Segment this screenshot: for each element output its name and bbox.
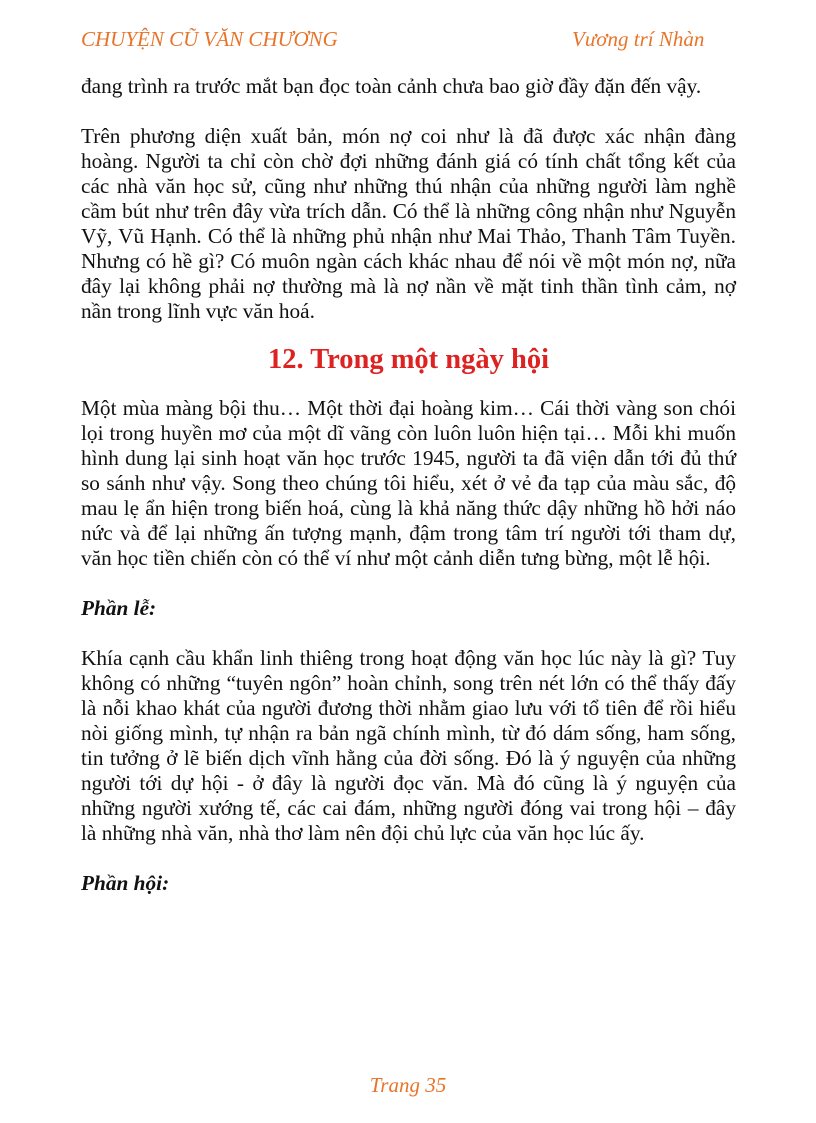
paragraph-spacer — [81, 571, 736, 596]
paragraph-festival-intro: Một mùa màng bội thu… Một thời đại hoàng kim… Cái thời vàng son chói lọi trong huyền mơ của một dĩ vãng còn luôn luôn hiện tại… Mỗi khi muốn hình dung lại sinh hoạt văn học trước 1945, người ta đã viện dẫn tới đủ thứ so sánh như vậy. Song theo chúng tôi hiểu, xét ở vẻ đa tạp của màu sắc, độ mau lẹ ẩn hiện trong biến hoá, cùng là khả năng thức dậy những hồ hởi náo nức và để lại những ấn tượng mạnh, đậm trong tâm trí người tới tham dự, văn học tiền chiến còn có thể ví như một cảnh diễn tưng bừng, một lễ hội. — [81, 396, 736, 570]
header-book-title: CHUYỆN CŨ VĂN CHƯƠNG — [81, 27, 338, 51]
chapter-title: 12. Trong một ngày hội — [267, 344, 550, 375]
paragraph-ritual-aspect: Khía cạnh cầu khẩn linh thiêng trong hoạt động văn học lúc này là gì? Tuy không có những “tuyên ngôn” hoàn chỉnh, song trên nét lớn có thể thấy đấy là nỗi khao khát của người đương thời nhằm giao lưu với tổ tiên để rồi hiểu nòi giống mình, tự nhận ra bản ngã chính mình, từ đó dám sống, ham sống, tin tưởng ở lẽ biến dịch vĩnh hằng của đời sống. Đó là ý nguyện của những người tới dự hội - ở đây là người đọc văn. Mà đó cũng là ý nguyện của những người xướng tế, các cai đám, những người đóng vai trong hội – đây là những nhà văn, nhà thơ làm nên đội chủ lực của văn học lúc ấy. — [81, 646, 736, 845]
paragraph-continuation: đang trình ra trước mắt bạn đọc toàn cảnh chưa bao giờ đầy đặn đến vậy. — [81, 74, 702, 98]
page-number: Trang 35 — [369, 1073, 447, 1097]
section-heading-ritual: Phần lễ: — [81, 596, 157, 620]
paragraph-spacer — [81, 621, 736, 646]
section-heading-festival: Phần hội: — [81, 871, 170, 895]
page-body — [81, 74, 736, 896]
paragraph-publishing-debt: Trên phương diện xuất bản, món nợ coi như là đã được xác nhận đàng hoàng. Người ta chỉ còn chờ đợi những đánh giá có tính chất tổng kết của các nhà văn học sử, cũng như những thú nhận của những người làm nghề cầm bút như trên đây vừa trích dẫn. Có thể là những công nhận như Nguyễn Vỹ, Vũ Hạnh. Có thể là những phủ nhận như Mai Thảo, Thanh Tâm Tuyền. Nhưng có hề gì? Có muôn ngàn cách khác nhau để nói về một món nợ, nữa đây lại không phải nợ thường mà là nợ nần về mặt tinh thần tình cảm, nợ nần trong lĩnh vực văn hoá. — [81, 124, 736, 323]
paragraph-spacer — [81, 99, 736, 124]
paragraph-spacer — [81, 846, 736, 871]
header-author: Vương trí Nhàn — [572, 27, 705, 51]
running-header — [81, 27, 721, 53]
